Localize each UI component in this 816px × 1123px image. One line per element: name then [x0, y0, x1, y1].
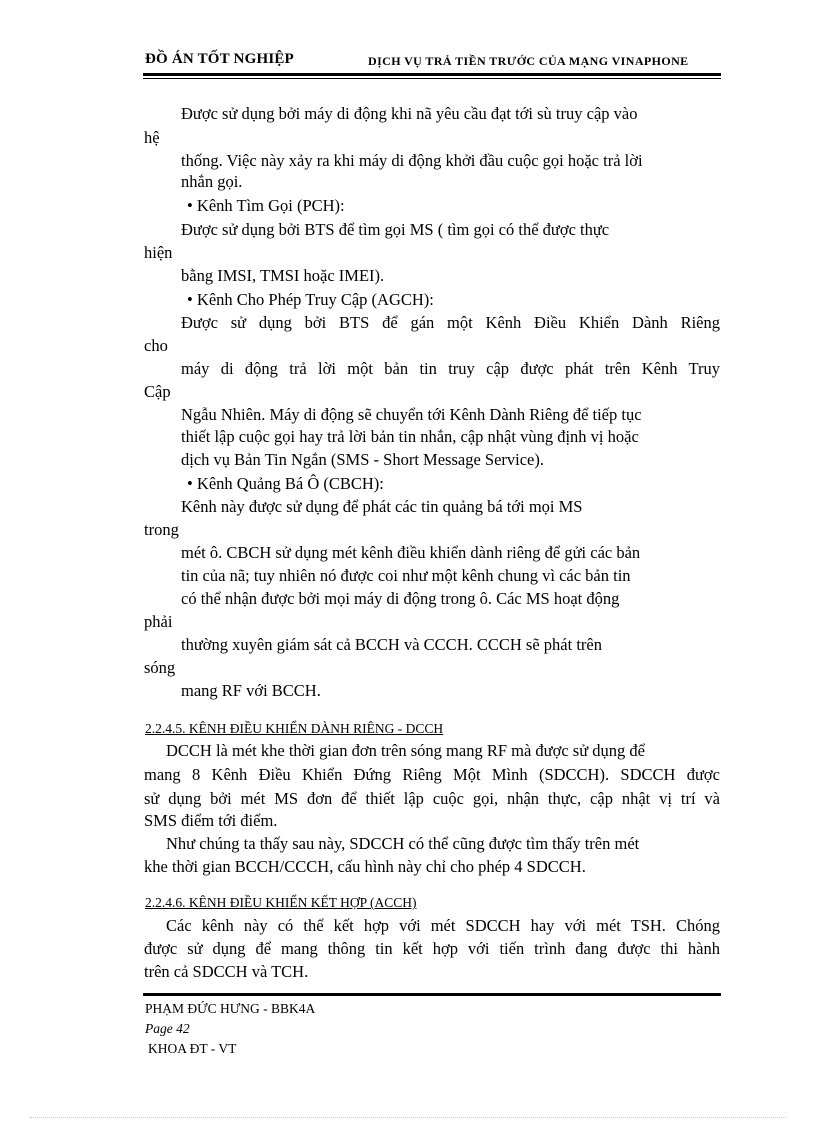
body-line: SMS điểm tới điểm. — [144, 811, 278, 830]
body-line: sóng — [144, 658, 176, 677]
body-line: Kênh này được sử dụng để phát các tin quảng bá tới mọi MS — [181, 497, 583, 516]
body-line: bằng IMSI, TMSI hoặc IMEI). — [181, 266, 385, 285]
body-line: mét ô. CBCH sử dụng mét kênh điều khiển dành riêng để gửi các bản — [181, 543, 641, 562]
body-line: trên cả SDCCH và TCH. — [144, 962, 309, 981]
body-line: tin của nã; tuy nhiên nó được coi như một kênh chung vì các bản tin — [181, 566, 631, 585]
footer-department: KHOA ĐT - VT — [148, 1041, 237, 1056]
body-line: khe thời gian BCCH/CCCH, cấu hình này chỉ cho phép 4 SDCCH. — [144, 857, 586, 876]
body-line: thống. Việc này xảy ra khi máy di động khởi đầu cuộc gọi hoặc trả lời — [181, 151, 643, 170]
body-line: dịch vụ Bản Tin Ngắn (SMS - Short Message Service). — [181, 450, 544, 469]
body-line: DCCH là mét khe thời gian đơn trên sóng mang RF mà được sử dụng để — [166, 741, 645, 760]
header-title-right: DỊCH VỤ TRẢ TIỀN TRƯỚC CỦA MẠNG VINAPHONE — [368, 54, 689, 68]
header-rule — [143, 73, 721, 76]
body-line: mang 8 Kênh Điều Khiển Đứng Riêng Một Mình (SDCCH). SDCCH được — [144, 765, 720, 784]
bullet-item: • Kênh Cho Phép Truy Cập (AGCH): — [187, 290, 434, 309]
body-line: máy di động trả lời một bản tin truy cập được phát trên Kênh Truy — [181, 359, 720, 378]
body-line: Các kênh này có thể kết hợp với mét SDCCH hay với mét TSH. Chóng — [166, 916, 720, 935]
body-line: có thể nhận được bởi mọi máy di động trong ô. Các MS hoạt động — [181, 589, 620, 608]
body-line: thường xuyên giám sát cả BCCH và CCCH. CCCH sẽ phát trên — [181, 635, 602, 654]
body-line: phải — [144, 612, 173, 631]
body-line: sử dụng bởi mét MS đơn để thiết lập cuộc gọi, nhận thực, cập nhật vị trí và — [144, 789, 720, 808]
footer-rule — [143, 993, 721, 996]
bullet-item: • Kênh Tìm Gọi (PCH): — [187, 196, 345, 215]
body-line: cho — [144, 336, 168, 355]
section-heading-dcch: 2.2.4.5. KÊNH ĐIỀU KHIỂN DÀNH RIÊNG - DCCH — [145, 721, 444, 736]
header-title-left: ĐỒ ÁN TỐT NGHIỆP — [145, 51, 294, 67]
body-line: Được sử dụng bởi BTS để tìm gọi MS ( tìm gọi có thể được thực — [181, 220, 610, 239]
body-line: Được sử dụng bởi máy di động khi nã yêu cầu đạt tới sù truy cập vào — [181, 104, 638, 123]
body-line: Ngẫu Nhiên. Máy di động sẽ chuyển tới Kênh Dành Riêng để tiếp tục — [181, 405, 642, 424]
section-heading-acch: 2.2.4.6. KÊNH ĐIỀU KHIỂN KẾT HỢP (ACCH) — [145, 895, 417, 910]
body-line: thiết lập cuộc gọi hay trả lời bản tin nhắn, cập nhật vùng định vị hoặc — [181, 427, 639, 446]
bullet-item: • Kênh Quảng Bá Ô (CBCH): — [187, 474, 384, 493]
footer-author: PHẠM ĐỨC HƯNG - BBK4A — [145, 1001, 316, 1016]
body-line: Như chúng ta thấy sau này, SDCCH có thể cũng được tìm thấy trên mét — [166, 834, 640, 853]
body-line: Được sử dụng bởi BTS để gán một Kênh Điều Khiển Dành Riêng — [181, 313, 720, 332]
body-line: mang RF với BCCH. — [181, 681, 321, 700]
body-line: hệ — [144, 128, 160, 147]
footer-page-number: Page 42 — [145, 1021, 190, 1036]
body-line: nhắn gọi. — [181, 172, 243, 191]
header-rule-thin — [143, 78, 721, 79]
page-edge-dotted-line — [30, 1117, 786, 1118]
body-line: Cập — [144, 382, 171, 401]
body-line: trong — [144, 520, 179, 539]
body-line: hiện — [144, 243, 173, 262]
body-line: được sử dụng để mang thông tin kết hợp với tiến trình đang được thi hành — [144, 939, 720, 958]
